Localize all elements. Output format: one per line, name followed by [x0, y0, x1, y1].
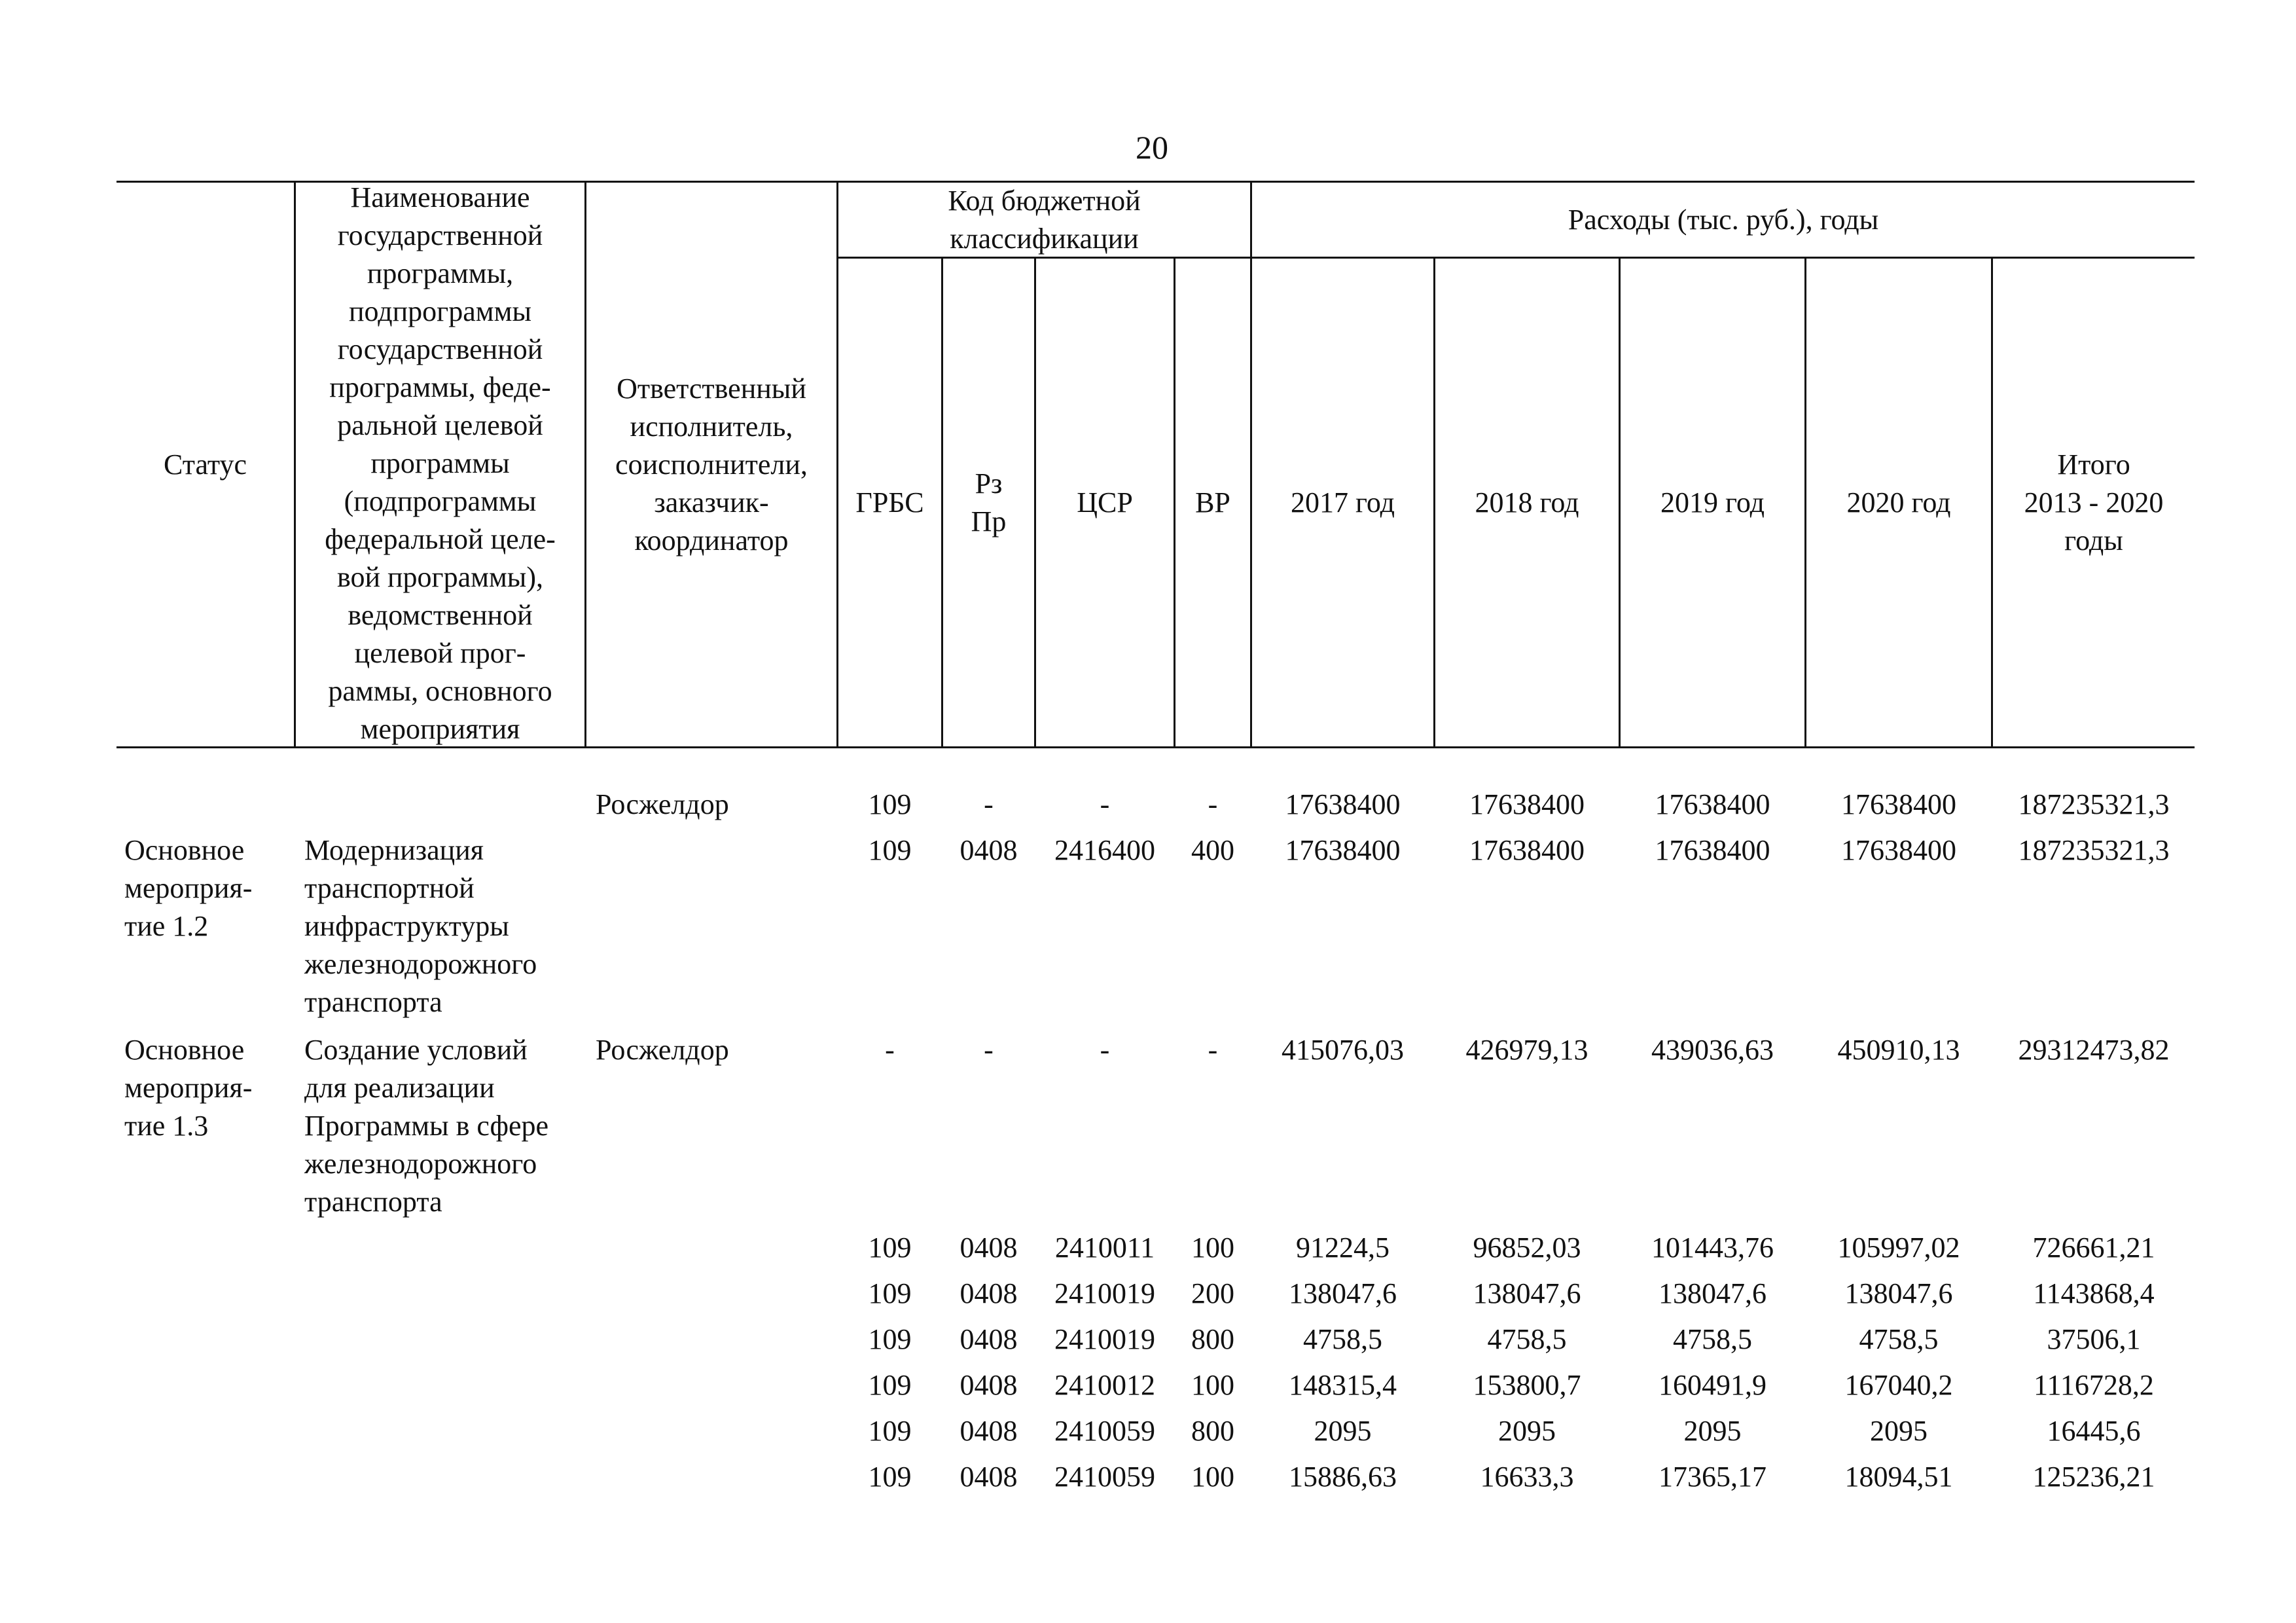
row-grbs: 109 — [868, 788, 912, 820]
row-csr: - — [1100, 788, 1110, 820]
row-2020: 17638400 — [1841, 788, 1956, 820]
row-2018: 2095 — [1498, 1415, 1556, 1447]
row-2017: 415076,03 — [1282, 1034, 1404, 1066]
row-2020: 4758,5 — [1859, 1323, 1939, 1355]
row-rzpr: 0408 — [960, 1323, 1018, 1355]
row-total: 726661,21 — [2032, 1231, 2155, 1264]
page-number: 20 — [1136, 129, 1168, 166]
row-vr: 800 — [1191, 1415, 1234, 1447]
row-vr: 100 — [1191, 1461, 1234, 1493]
row-grbs: 109 — [868, 834, 912, 866]
row-2017: 91224,5 — [1296, 1231, 1390, 1264]
row-responsible: Росжелдор — [596, 788, 729, 820]
row-rzpr: 0408 — [960, 1231, 1018, 1264]
row-rzpr: 0408 — [960, 1369, 1018, 1401]
row-2020: 2095 — [1870, 1415, 1928, 1447]
row-program-name: Создание условий для реализации Программы в сфере железнодорожного транспорта — [304, 1034, 549, 1218]
header-2020: 2020 год — [1846, 486, 1951, 519]
row-2019: 2095 — [1683, 1415, 1742, 1447]
row-2018: 153800,7 — [1473, 1369, 1581, 1401]
row-2018: 17638400 — [1469, 834, 1585, 866]
row-rzpr: 0408 — [960, 1461, 1018, 1493]
row-csr: 2410059 — [1054, 1415, 1155, 1447]
row-2017: 2095 — [1314, 1415, 1372, 1447]
header-vr: ВР — [1195, 486, 1230, 519]
row-2020: 18094,51 — [1844, 1461, 1953, 1493]
row-2018: 426979,13 — [1465, 1034, 1588, 1066]
row-2019: 160491,9 — [1659, 1369, 1767, 1401]
header-responsible: Ответственный исполнитель, соисполнители, заказчик- координатор — [615, 372, 808, 556]
header-rzpr: Рз Пр — [971, 467, 1007, 538]
row-2018: 4758,5 — [1487, 1323, 1567, 1355]
row-csr: 2410019 — [1054, 1277, 1155, 1309]
header-status: Статус — [163, 448, 247, 481]
header-2018: 2018 год — [1475, 486, 1579, 519]
header-grbs: ГРБС — [855, 486, 924, 519]
row-grbs: 109 — [868, 1461, 912, 1493]
row-2019: 101443,76 — [1651, 1231, 1774, 1264]
row-csr: 2410011 — [1054, 1231, 1155, 1264]
row-2020: 17638400 — [1841, 834, 1956, 866]
row-total: 125236,21 — [2032, 1461, 2155, 1493]
row-vr: - — [1208, 1034, 1218, 1066]
row-2017: 148315,4 — [1289, 1369, 1397, 1401]
row-vr: 100 — [1191, 1369, 1234, 1401]
row-grbs: 109 — [868, 1231, 912, 1264]
row-rzpr: 0408 — [960, 834, 1018, 866]
row-total: 187235321,3 — [2018, 788, 2170, 820]
row-2017: 17638400 — [1285, 788, 1401, 820]
row-csr: - — [1100, 1034, 1110, 1066]
row-2018: 96852,03 — [1473, 1231, 1581, 1264]
row-2020: 138047,6 — [1844, 1277, 1953, 1309]
row-2017: 4758,5 — [1303, 1323, 1382, 1355]
header-program-name: Наименование государственной программы, подпрограммы государственной программы, феде- ральной целевой программы (подпрограммы федеральной целе- вой программы), ведомственной целевой прог- раммы, основного мероприятия — [325, 181, 556, 745]
row-grbs: 109 — [868, 1323, 912, 1355]
header-budget-code: Код бюджетной классификации — [948, 184, 1141, 255]
row-grbs: 109 — [868, 1277, 912, 1309]
row-csr: 2410019 — [1054, 1323, 1155, 1355]
row-2018: 16633,3 — [1480, 1461, 1574, 1493]
row-grbs: 109 — [868, 1369, 912, 1401]
row-rzpr: - — [984, 1034, 994, 1066]
row-2017: 15886,63 — [1289, 1461, 1397, 1493]
row-2019: 17638400 — [1655, 788, 1770, 820]
row-2019: 17365,17 — [1659, 1461, 1767, 1493]
row-total: 1116728,2 — [2034, 1369, 2154, 1401]
row-2019: 138047,6 — [1659, 1277, 1767, 1309]
row-responsible: Росжелдор — [596, 1034, 729, 1066]
row-vr: - — [1208, 788, 1218, 820]
row-rzpr: 0408 — [960, 1415, 1018, 1447]
row-grbs: - — [885, 1034, 895, 1066]
row-2019: 17638400 — [1655, 834, 1770, 866]
row-status: Основное мероприя- тие 1.2 — [124, 834, 253, 942]
row-2019: 439036,63 — [1651, 1034, 1774, 1066]
row-rzpr: - — [984, 788, 994, 820]
row-total: 37506,1 — [2047, 1323, 2141, 1355]
row-2019: 4758,5 — [1673, 1323, 1752, 1355]
row-2018: 138047,6 — [1473, 1277, 1581, 1309]
header-csr: ЦСР — [1077, 486, 1133, 519]
row-status: Основное мероприя- тие 1.3 — [124, 1034, 253, 1142]
header-2017: 2017 год — [1290, 486, 1395, 519]
row-csr: 2416400 — [1054, 834, 1155, 866]
row-vr: 400 — [1191, 834, 1234, 866]
row-2020: 450910,13 — [1837, 1034, 1960, 1066]
row-csr: 2410059 — [1054, 1461, 1155, 1493]
row-total: 16445,6 — [2047, 1415, 2141, 1447]
row-2018: 17638400 — [1469, 788, 1585, 820]
header-expenses: Расходы (тыс. руб.), годы — [1568, 203, 1879, 236]
row-2020: 167040,2 — [1844, 1369, 1953, 1401]
row-vr: 100 — [1191, 1231, 1234, 1264]
row-total: 187235321,3 — [2018, 834, 2170, 866]
row-2017: 138047,6 — [1289, 1277, 1397, 1309]
row-2017: 17638400 — [1285, 834, 1401, 866]
row-total: 1143868,4 — [2033, 1277, 2155, 1309]
row-vr: 800 — [1191, 1323, 1234, 1355]
row-rzpr: 0408 — [960, 1277, 1018, 1309]
row-vr: 200 — [1191, 1277, 1234, 1309]
header-total: Итого 2013 - 2020 годы — [2024, 448, 2164, 556]
row-grbs: 109 — [868, 1415, 912, 1447]
row-2020: 105997,02 — [1837, 1231, 1960, 1264]
header-2019: 2019 год — [1660, 486, 1765, 519]
row-total: 29312473,82 — [2018, 1034, 2170, 1066]
row-csr: 2410012 — [1054, 1369, 1155, 1401]
row-program-name: Модернизация транспортной инфраструктуры железнодорожного транспорта — [304, 834, 537, 1018]
